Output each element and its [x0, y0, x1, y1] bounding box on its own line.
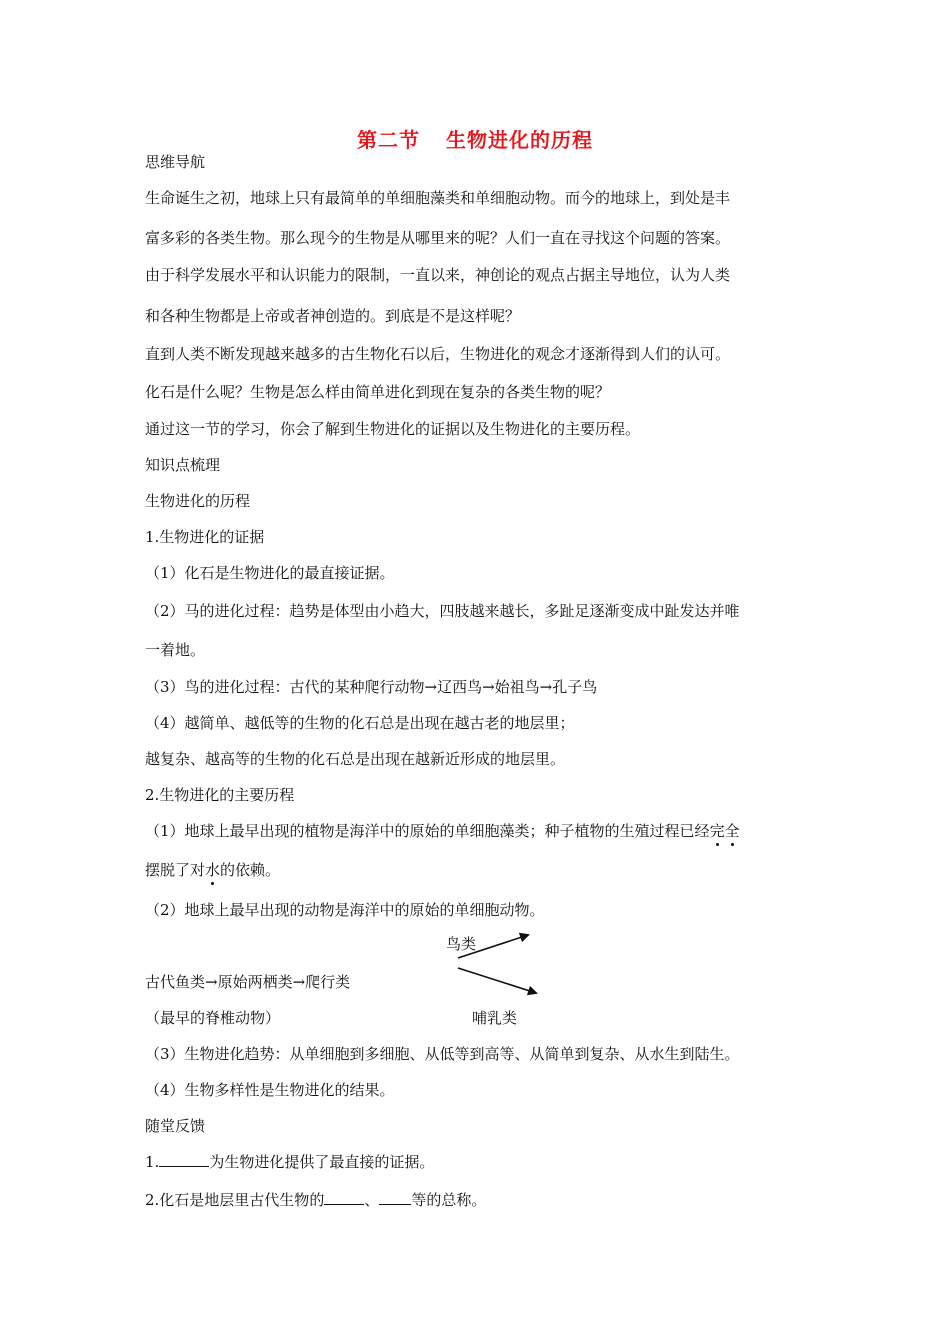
label-birds: 鸟类 — [446, 935, 477, 953]
course-item-1a: （1）地球上最早出现的植物是海洋中的原始的单细胞藻类；种子植物的生殖过程已经完全 — [145, 822, 740, 840]
evidence-item-2b: 一着地。 — [145, 641, 206, 659]
title-text: 生物进化的历程 — [446, 128, 593, 152]
course-item-1b: 摆脱了对水的依赖。 — [145, 861, 281, 879]
intro-line-6: 化石是什么呢？生物是怎么样由简单进化到现在复杂的各类生物的呢？ — [145, 383, 611, 401]
evidence-item-1: （1）化石是生物进化的最直接证据。 — [145, 564, 395, 582]
chain-note: （最早的脊椎动物） — [145, 1009, 281, 1027]
arrow-to-birds — [458, 935, 528, 958]
emphasis-char: 全 — [724, 822, 740, 840]
intro-line-1: 生命诞生之初，地球上只有最简单的单细胞藻类和单细胞动物。而今的地球上，到处是丰 — [145, 189, 731, 207]
intro-line-5: 直到人类不断发现越来越多的古生物化石以后，生物进化的观念才逐渐得到人们的认可。 — [145, 345, 731, 363]
section-heading-nav: 思维导航 — [145, 153, 206, 171]
emphasis-char: 水 — [205, 861, 221, 879]
answer-blank[interactable] — [324, 1190, 364, 1205]
sub-heading: 生物进化的历程 — [145, 492, 251, 510]
section-heading-points: 知识点梳理 — [145, 456, 221, 474]
course-item-4: （4）生物多样性是生物进化的结果。 — [145, 1081, 395, 1099]
arrow-to-mammals — [458, 968, 536, 993]
section-heading-feedback: 随堂反馈 — [145, 1117, 206, 1135]
intro-line-2: 富多彩的各类生物。那么现今的生物是从哪里来的呢？人们一直在寻找这个问题的答案。 — [145, 229, 731, 247]
answer-blank[interactable] — [159, 1152, 209, 1167]
heading-main-course: 2.生物进化的主要历程 — [145, 786, 295, 804]
question-2: 2.化石是地层里古代生物的 、 等的总称。 — [145, 1191, 487, 1209]
course-item-3: （3）生物进化趋势：从单细胞到多细胞、从低等到高等、从简单到复杂、从水生到陆生。 — [145, 1045, 740, 1063]
evidence-item-4b: 越复杂、越高等的生物的化石总是出现在越新近形成的地层里。 — [145, 750, 566, 768]
course-item-2: （2）地球上最早出现的动物是海洋中的原始的单细胞动物。 — [145, 901, 545, 919]
branch-arrows — [452, 928, 542, 1000]
intro-line-3: 由于科学发展水平和认识能力的限制，一直以来，神创论的观点占据主导地位，认为人类 — [145, 266, 731, 284]
page-title — [0, 124, 950, 153]
answer-blank[interactable] — [379, 1190, 411, 1205]
evidence-item-4a: （4）越简单、越低等的生物的化石总是出现在越古老的地层里； — [145, 714, 575, 732]
heading-evidence: 1.生物进化的证据 — [145, 528, 265, 546]
intro-line-7: 通过这一节的学习，你会了解到生物进化的证据以及生物进化的主要历程。 — [145, 420, 641, 438]
title-section-number: 第二节 — [357, 128, 420, 152]
evidence-item-2a: （2）马的进化过程：趋势是体型由小趋大，四肢越来越长，多趾足逐渐变成中趾发达并唯 — [145, 602, 740, 620]
evolution-chain: 古代鱼类→原始两栖类→爬行类 — [145, 973, 351, 991]
emphasis-char: 完 — [709, 822, 725, 840]
evidence-item-3: （3）鸟的进化过程：古代的某种爬行动物→辽西鸟→始祖鸟→孔子鸟 — [145, 678, 598, 696]
label-mammals: 哺乳类 — [472, 1009, 518, 1027]
question-1: 1. 为生物进化提供了最直接的证据。 — [145, 1153, 435, 1171]
intro-line-4: 和各种生物都是上帝或者神创造的。到底是不是这样呢？ — [145, 307, 521, 325]
